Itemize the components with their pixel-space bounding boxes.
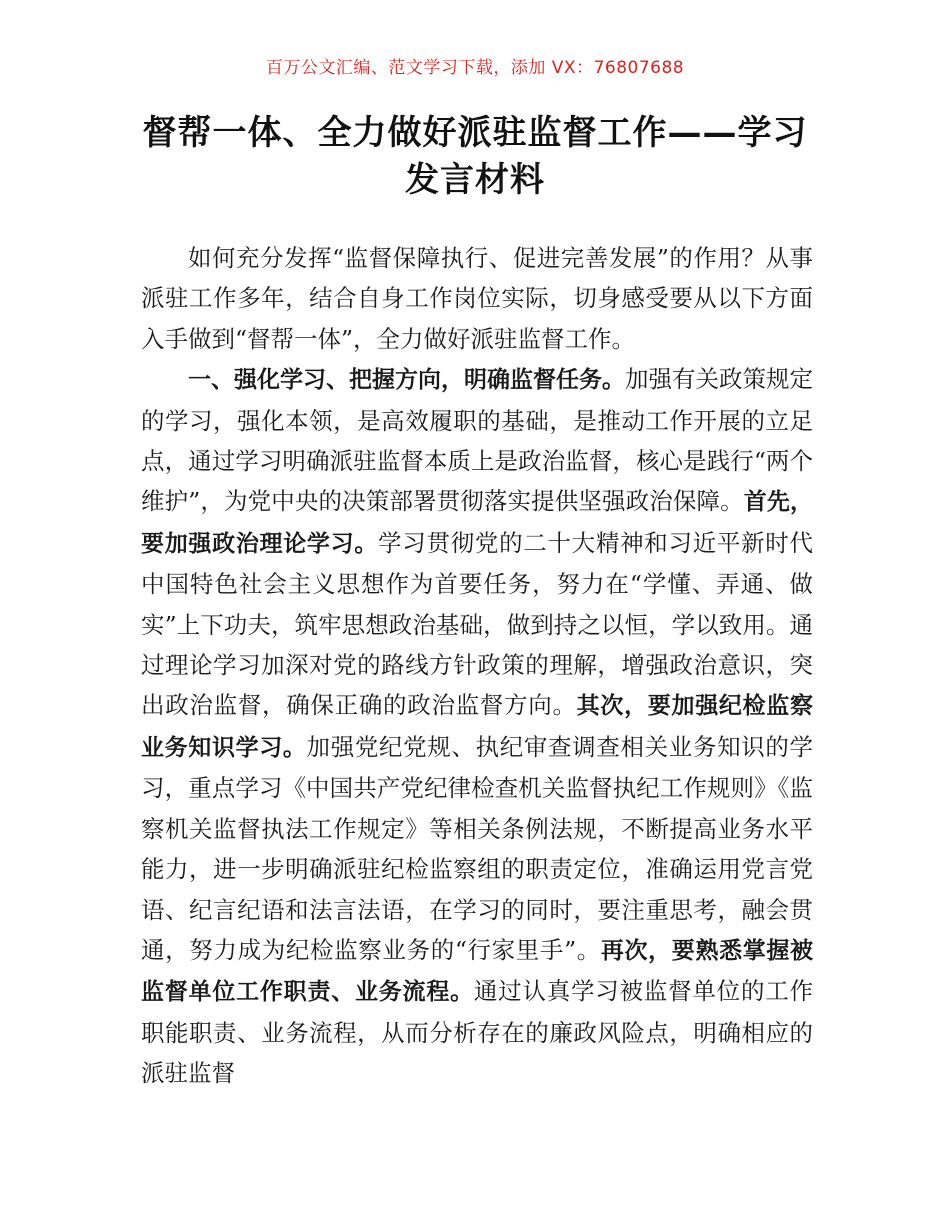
- point-1-text: 学习贯彻党的二十大精神和习近平新时代中国特色社会主义思想作为首要任务，努力在“学懂、弄通、做实”上下功夫，筑牢思想政治基础，做到持之以恒，学以致用。通过理论学习加深对党的路线方针政策的理解，增强政治意识，突出政治监督，确保正确的政治监督方向。: [141, 528, 814, 720]
- point-1-heading: 首先，要加强政治理论学习。: [141, 489, 813, 557]
- section-1-paragraph: [141, 359, 813, 1093]
- document-title: [140, 110, 810, 204]
- document-title-line-1: 督帮一体、全力做好派驻监督工作——学习: [142, 113, 808, 153]
- intro-paragraph: 如何充分发挥“监督保障执行、促进完善发展”的作用？从事派驻工作多年，结合自身工作岗位实际，切身感受要从以下方面入手做到“督帮一体”，全力做好派驻监督工作。: [141, 244, 813, 353]
- section-1-heading: 一、强化学习、把握方向，明确监督任务。: [188, 367, 625, 394]
- header-watermark-note: 百万公文汇编、范文学习下载，添加 VX：76807688: [265, 58, 685, 78]
- point-3-heading: 再次，要熟悉掌握被监督单位工作职责、业务流程。: [141, 937, 814, 1006]
- point-2-text: 加强党纪党规、执纪审查调查相关业务知识的学习，重点学习《中国共产党纪律检查机关监督执纪工作规则》《监察机关监督执法工作规定》等相关条例法规，不断提高业务水平能力，进一步明确派驻纪检监察组的职责定位，准确运用党言党语、纪言纪语和法言法语，在学习的同时，要注重思考，融会贯通，努力成为纪检监察业务的“行家里手”。: [141, 732, 814, 964]
- document-body: [141, 238, 813, 1094]
- point-2-heading: 其次，要加强纪检监察业务知识学习。: [141, 693, 814, 761]
- section-1-text: 加强有关政策规定的学习，强化本领，是高效履职的基础，是推动工作开展的立足点，通过学习明确派驻监督本质上是政治监督，核心是践行“两个维护”，为党中央的决策部署贯彻落实提供坚强政治保障。: [141, 365, 813, 516]
- document-title-line-2: 发言材料: [405, 160, 545, 200]
- point-3-text: 通过认真学习被监督单位的工作职能职责、业务流程，从而分析存在的廉政风险点，明确相应的派驻监督: [141, 977, 814, 1088]
